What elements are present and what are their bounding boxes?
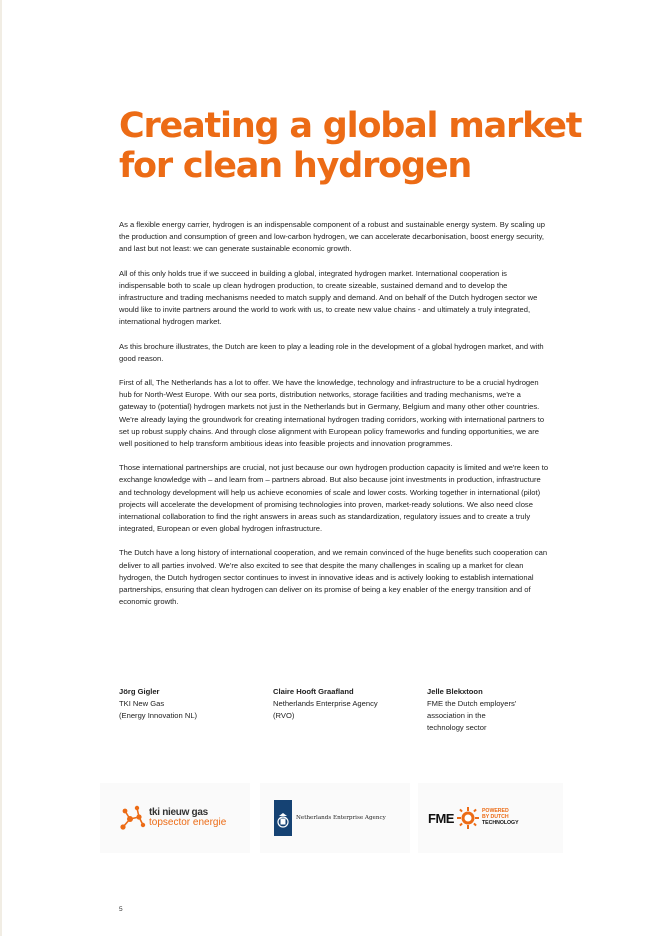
signatory-org: FME the Dutch employers' bbox=[427, 699, 517, 709]
pdt-line2: BY DUTCH bbox=[481, 814, 509, 821]
paragraph: As this brochure illustrates, the Dutch are keen to play a leading role in the development of a global hydrogen market, and with good reason. bbox=[119, 341, 544, 363]
body-text bbox=[119, 219, 550, 620]
signatory-org: (RVO) bbox=[273, 711, 295, 721]
tki-molecule-icon bbox=[117, 803, 147, 833]
paragraph: Those international partnerships are crucial, not just because our own hydrogen production capacity is limited and we're keen to exchange knowledge with – and learn from – partners abroad. But also because joint investments in production, infrastructure and technology development will help us achieve economies of scale and lower costs. Working together in international (pilot) projects will accelerate the development of promising technologies into proven, market-ready solutions. We also need close international collaboration to find the right answers in areas such as standardization, regulatory issues and to create a truly integrated, European or even global hydrogen infrastructure. bbox=[119, 463, 549, 534]
fme-logo bbox=[418, 783, 563, 853]
pdt-line3: TECHNOLOGY bbox=[481, 819, 519, 826]
rvo-logo-text: Netherlands Enterprise Agency bbox=[296, 815, 386, 821]
signatory-org: association in the bbox=[427, 711, 486, 721]
page-title: Creating a global market for clean hydrogen bbox=[119, 106, 582, 186]
paragraph: First of all, The Netherlands has a lot to offer. We have the knowledge, technology and infrastructure to be a crucial hydrogen hub for North-West Europe. With our sea ports, distribution networks, storage facilities and trading mechanisms, we're a gateway to (potential) hydrogen markets not just in the Netherlands but in Germany, Belgium and many other other countries. We're already laying the groundwork for creating international hydrogen trading corridors, working with international partners to set up robust supply chains. And through close alignment with European policy frameworks and funding opportunities, we are well positioned to help transform ambitious ideas into feasible projects and innovation programmes. bbox=[119, 378, 545, 448]
page-number: 5 bbox=[119, 906, 123, 913]
tki-logo-line1: tki nieuw gas bbox=[149, 807, 208, 818]
signatory-org: Netherlands Enterprise Agency bbox=[273, 699, 378, 709]
pdt-line1: POWERED bbox=[481, 808, 509, 815]
paragraph: The Dutch have a long history of international cooperation, and we remain convinced of the huge benefits such cooperation can deliver to all parties involved. We're also excited to see that despite the many challenges in scaling up a market for clean hydrogen, the Dutch hydrogen sector continues to invest in innovative ideas and is actively looking to establish international partnerships, ensuring that clean hydrogen can deliver on its promise of being a key enabler of the energy transition and of economic growth. bbox=[119, 548, 548, 606]
tki-logo-line2: topsector energie bbox=[149, 817, 227, 828]
paragraph: As a flexible energy carrier, hydrogen is an indispensable component of a robust and sustainable energy system. By scaling up the production and consumption of green and low-carbon hydrogen, we can accelerate decarbonisation, boost energy security, and last but not least: we can generate sustainable economic growth. bbox=[119, 220, 545, 254]
signatory-org: (Energy Innovation NL) bbox=[119, 711, 198, 721]
signatory-graafland bbox=[273, 686, 378, 722]
signatory-name: Jörg Gigler bbox=[119, 687, 160, 696]
tki-nieuw-gas-logo bbox=[100, 783, 250, 853]
rvo-crest-icon bbox=[274, 800, 292, 836]
fme-logo-text: FME bbox=[428, 810, 454, 826]
page-edge bbox=[0, 0, 2, 936]
rvo-logo bbox=[260, 783, 410, 853]
partner-logos bbox=[100, 783, 560, 853]
signatory-org: technology sector bbox=[427, 723, 487, 733]
signatory-name: Claire Hooft Graafland bbox=[273, 687, 354, 696]
paragraph: All of this only holds true if we succeed in building a global, integrated hydrogen market. International cooperation is indispensable both to scale up clean hydrogen production, to create sizeable, sustained demand and to develop the infrastructure and trading mechanisms needed to match supply and demand. And on behalf of the Dutch hydrogen sector we would like to invite partners around the world to work with us, to create new value chains - and ultimately a truly integrated, international hydrogen market. bbox=[119, 268, 538, 327]
signatory-gigler bbox=[119, 686, 197, 722]
signatory-name: Jelle Blekxtoon bbox=[427, 687, 483, 696]
signatory-blekxtoon bbox=[427, 686, 516, 735]
gear-icon bbox=[457, 807, 479, 829]
signatory-org: TKI New Gas bbox=[119, 699, 165, 709]
powered-by-dutch-technology-text bbox=[482, 809, 519, 826]
